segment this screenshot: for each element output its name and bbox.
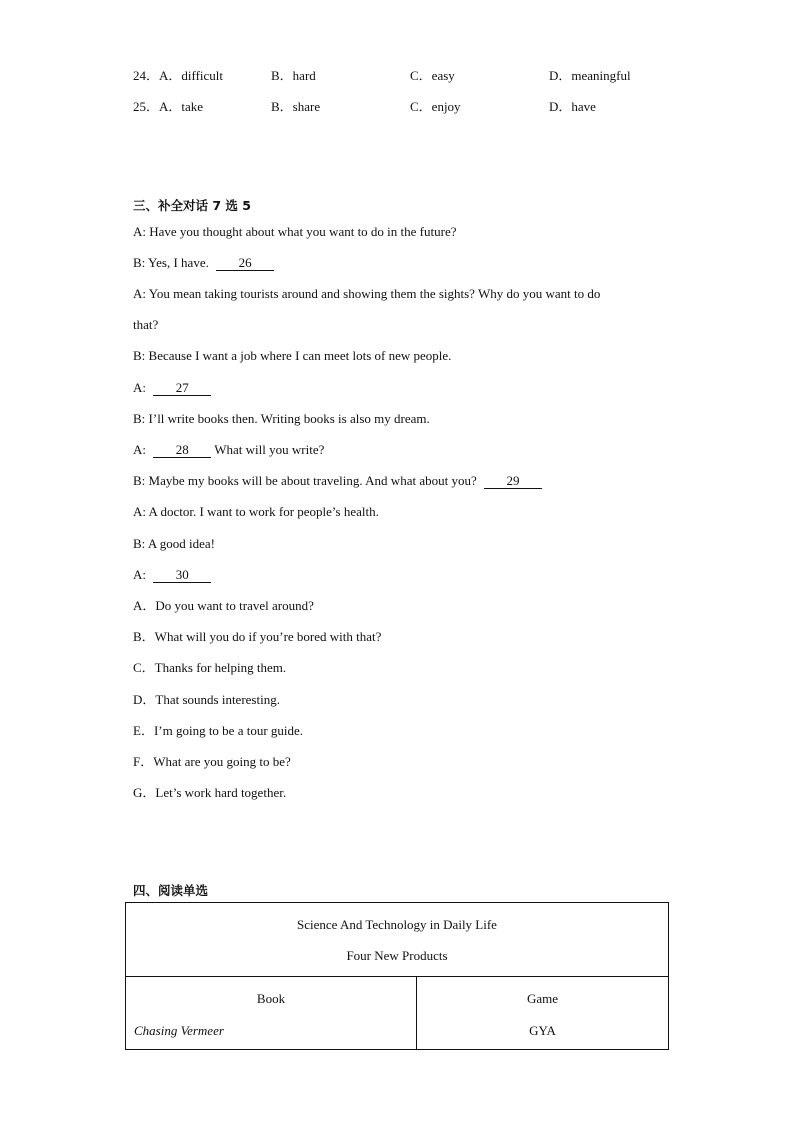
dialogue-line: that? [133,317,159,332]
answer-blank-26[interactable]: 26 [216,256,274,271]
table-subtitle: Four New Products [346,948,448,963]
section-heading-reading: 四、阅读单选 [133,883,209,898]
dialogue-line: A: 30 [133,567,211,583]
choice-g: G．Let’s work hard together. [133,785,287,800]
category-label: Book [256,991,286,1006]
question-number: 25． [133,99,160,114]
dialogue-line: B: Because I want a job where I can meet lots of new people. [133,348,452,363]
choice-b: B．What will you do if you’re bored with that? [133,629,382,644]
option-c: C．enjoy [410,99,461,114]
table-row [126,977,669,1050]
option-b: B．share [271,99,321,114]
option-a: A．take [159,99,204,114]
table-cell-book [126,977,417,1050]
product-name: Chasing Vermeer [134,1023,224,1038]
dialogue-line: A: A doctor. I want to work for people’s health. [133,504,379,519]
products-table [125,902,669,1050]
table-title: Science And Technology in Daily Life [297,917,497,932]
dialogue-line: B: Yes, I have. 26 [133,255,274,271]
choice-e: E．I’m going to be a tour guide. [133,723,304,738]
answer-blank-29[interactable]: 29 [484,474,542,489]
option-d: D．have [549,99,596,114]
dialogue-line: B: A good idea! [133,536,215,551]
answer-blank-28[interactable]: 28 [153,443,211,458]
table-title-cell [126,903,669,977]
option-c: C．easy [410,68,455,83]
section-heading-dialogue: 三、补全对话 7 选 5 [133,198,251,213]
option-b: B．hard [271,68,316,83]
table-header-row [126,903,669,977]
choice-f: F．What are you going to be? [133,754,291,769]
table-cell-game [417,977,669,1050]
question-number: 24． [133,68,160,83]
answer-blank-30[interactable]: 30 [153,568,211,583]
answer-blank-27[interactable]: 27 [153,381,211,396]
category-label: Game [526,991,559,1006]
dialogue-line: A: You mean taking tourists around and showing them the sights? Why do you want to do [133,286,601,301]
option-a: A．difficult [159,68,224,83]
option-d: D．meaningful [549,68,631,83]
choice-d: D．That sounds interesting. [133,692,280,707]
dialogue-line: B: I’ll write books then. Writing books is also my dream. [133,411,430,426]
dialogue-line: A: 28 What will you write? [133,442,325,457]
product-name: GYA [529,1023,556,1038]
dialogue-line: A: Have you thought about what you want to do in the future? [133,224,457,239]
dialogue-line: A: 27 [133,380,211,396]
dialogue-line: B: Maybe my books will be about traveling. And what about you? 29 [133,473,542,489]
choice-c: C．Thanks for helping them. [133,660,287,675]
choice-a: A．Do you want to travel around? [133,598,314,613]
